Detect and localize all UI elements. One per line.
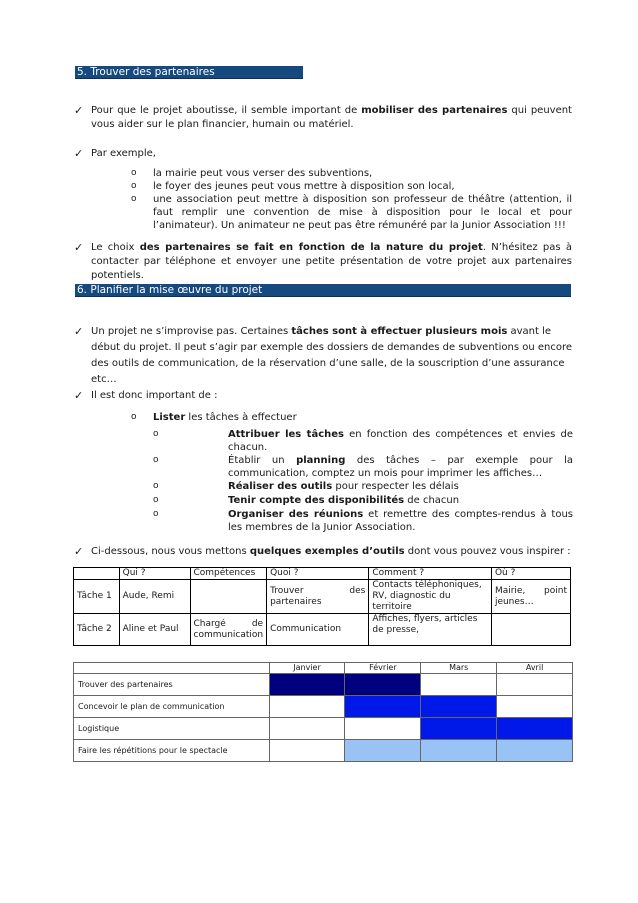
list-item-disponibilites: Tenir compte des disponibilités de chacun (228, 495, 460, 506)
planning-row (74, 674, 573, 696)
bullet-item: la mairie peut vous verser des subventions, (153, 168, 373, 179)
planning-row (74, 718, 573, 740)
planning-cell (345, 718, 421, 740)
table-cell: Mairie, point jeunes… (491, 580, 570, 614)
planning-cell (497, 740, 573, 762)
bullet-icon: o (131, 168, 137, 178)
bullet-icon: o (131, 181, 137, 191)
planning-cell (421, 674, 497, 696)
checkmark-icon: ✓ (74, 241, 84, 254)
table-cell: Aline et Paul (119, 614, 190, 646)
planning-cell (421, 740, 497, 762)
planning-cell (269, 696, 345, 718)
planning-cell (421, 696, 497, 718)
bullet-icon: o (153, 481, 159, 491)
planning-cell (421, 718, 497, 740)
checkmark-icon: ✓ (74, 104, 84, 117)
planning-header-row (74, 663, 573, 674)
table-row (74, 614, 571, 646)
table-header-cell: Compétences (190, 568, 267, 580)
table-cell: Communication (267, 614, 369, 646)
checkmark-icon: ✓ (74, 325, 84, 338)
checkmark-icon: ✓ (74, 147, 84, 160)
bullet-item: une association peut mettre à disposition son professeur de théâtre (attention, il faut remplir une convention de mise à disposition pour le local et pour l’animateur). Un animateur ne peut pas être rémunéré par la Junior Association !!! (153, 194, 572, 231)
paragraph-planning-intro: Un projet ne s’improvise pas. Certaines tâches sont à effectuer plusieurs mois avant le début du projet. Il peut s’agir par exemple des dossiers de demandes de subventions ou encore des outils de communication, de la réservation d’une salle, de la souscription d’une assurance etc… (91, 326, 572, 385)
planning-cell (497, 674, 573, 696)
month-header: Mars (421, 663, 497, 674)
section-5-heading: 5. Trouver des partenaires (75, 66, 303, 79)
bullet-icon: o (131, 194, 137, 204)
table-cell: Tâche 2 (74, 614, 120, 646)
month-header: Janvier (269, 663, 345, 674)
planning-cell (497, 696, 573, 718)
list-item-outils: Réaliser des outils pour respecter les délais (228, 481, 459, 492)
table-cell: Aude, Remi (119, 580, 190, 614)
paragraph-partners-intro: Pour que le projet aboutisse, il semble important de mobiliser des partenaires qui peuvent vous aider sur le plan financier, humain ou matériel. (91, 105, 572, 130)
section-6-heading: 6. Planifier la mise œuvre du projet (75, 284, 571, 297)
bullet-icon: o (131, 412, 137, 422)
list-item-lister: Lister les tâches à effectuer (153, 412, 297, 423)
table-header-cell (74, 568, 120, 580)
planning-cell (269, 718, 345, 740)
bullet-icon: o (153, 509, 159, 519)
checkmark-icon: ✓ (74, 389, 84, 402)
table-header-cell: Où ? (491, 568, 570, 580)
planning-task-label: Logistique (74, 718, 270, 740)
paragraph-outils: Ci-dessous, nous vous mettons quelques exemples d’outils dont vous pouvez vous inspirer : (91, 546, 571, 557)
planning-table (73, 662, 573, 762)
table-cell: Tâche 1 (74, 580, 120, 614)
table-header-cell: Comment ? (369, 568, 492, 580)
table-header-cell: Qui ? (119, 568, 190, 580)
table-header-cell: Quoi ? (267, 568, 369, 580)
bullet-icon: o (153, 455, 159, 465)
paragraph-example-lead: Par exemple, (91, 148, 156, 159)
planning-row (74, 740, 573, 762)
table-cell (491, 614, 570, 646)
planning-cell (345, 674, 421, 696)
paragraph-important: Il est donc important de : (91, 390, 218, 401)
bullet-icon: o (153, 429, 159, 439)
planning-corner-cell (74, 663, 270, 674)
list-item-reunions: Organiser des réunions et remettre des comptes-rendus à tous les membres de la Junior Association. (228, 509, 573, 533)
paragraph-partner-choice: Le choix des partenaires se fait en fonction de la nature du projet. N’hésitez pas à contacter par téléphone et envoyer une petite présentation de votre projet aux partenaires potentiels. (91, 242, 572, 281)
table-cell: Trouver des partenaires (267, 580, 369, 614)
planning-task-label: Concevoir le plan de communication (74, 696, 270, 718)
bullet-icon: o (153, 495, 159, 505)
planning-cell (269, 740, 345, 762)
planning-task-label: Faire les répétitions pour le spectacle (74, 740, 270, 762)
planning-task-label: Trouver des partenaires (74, 674, 270, 696)
tasks-table (73, 567, 571, 646)
table-cell: Contacts téléphoniques, RV, diagnostic du territoire (369, 580, 492, 614)
table-cell: Affiches, flyers, articles de presse, (369, 614, 492, 646)
month-header: Février (345, 663, 421, 674)
planning-cell (345, 740, 421, 762)
planning-cell (345, 696, 421, 718)
list-item-attribuer: Attribuer les tâches en fonction des compétences et envies de chacun. (228, 429, 573, 453)
planning-row (74, 696, 573, 718)
checkmark-icon: ✓ (74, 545, 84, 558)
bullet-item: le foyer des jeunes peut vous mettre à disposition son local, (153, 181, 455, 192)
list-item-planning: Établir un planning des tâches – par exemple pour la communication, comptez un mois pour imprimer les affiches… (228, 455, 574, 479)
table-header-row (74, 568, 571, 580)
planning-cell (497, 718, 573, 740)
table-cell: Chargé de communication (190, 614, 267, 646)
table-row (74, 580, 571, 614)
month-header: Avril (497, 663, 573, 674)
planning-cell (269, 674, 345, 696)
table-cell (190, 580, 267, 614)
